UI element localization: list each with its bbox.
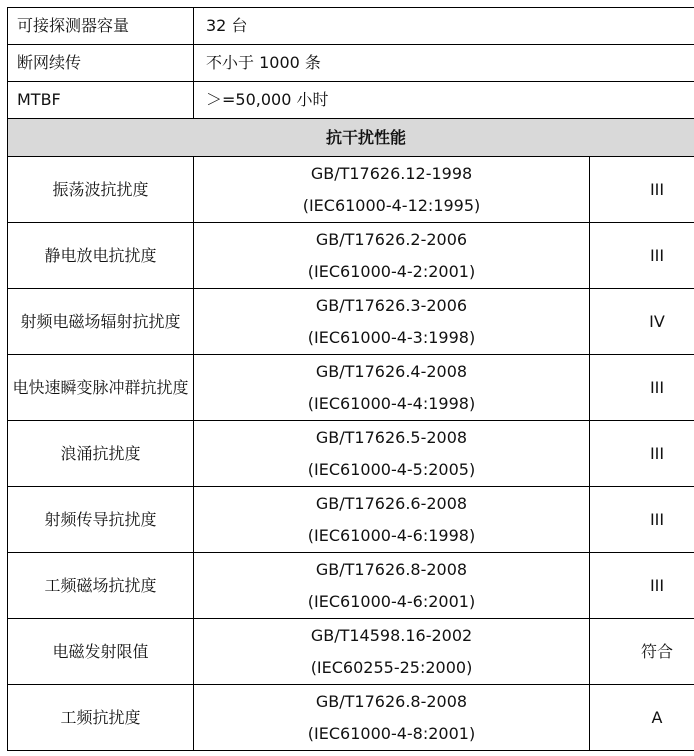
standard-iec: (IEC61000-4-6:2001) xyxy=(307,591,476,611)
standard-gb: GB/T17626.3-2006 xyxy=(315,295,468,315)
standard-gb: GB/T17626.8-2008 xyxy=(315,559,468,579)
test-standard xyxy=(194,487,590,553)
test-standard xyxy=(194,355,590,421)
standard-gb: GB/T17626.8-2008 xyxy=(315,691,468,711)
test-level: 符合 xyxy=(590,619,694,685)
spec-value: 不小于 1000 条 xyxy=(194,45,694,82)
standard-gb: GB/T14598.16-2002 xyxy=(310,625,473,645)
table-row xyxy=(8,685,694,751)
test-standard xyxy=(194,157,590,223)
table-row xyxy=(8,289,694,355)
spec-value: ＞=50,000 小时 xyxy=(194,82,694,119)
test-standard xyxy=(194,685,590,751)
test-name: 电磁发射限值 xyxy=(8,619,194,685)
standard-iec: (IEC61000-4-6:1998) xyxy=(307,525,476,545)
standard-gb: GB/T17626.12-1998 xyxy=(310,163,473,183)
test-level: III xyxy=(590,157,694,223)
spec-table xyxy=(7,7,694,751)
test-name: 振荡波抗扰度 xyxy=(8,157,194,223)
table-row xyxy=(8,487,694,553)
table-row xyxy=(8,355,694,421)
test-standard xyxy=(194,289,590,355)
spec-label: 可接探测器容量 xyxy=(8,8,194,45)
standard-gb: GB/T17626.6-2008 xyxy=(315,493,468,513)
test-name: 电快速瞬变脉冲群抗扰度 xyxy=(8,355,194,421)
test-level: IV xyxy=(590,289,694,355)
test-level: III xyxy=(590,421,694,487)
section-title: 抗干扰性能 xyxy=(8,119,694,157)
standard-iec: (IEC61000-4-3:1998) xyxy=(307,327,476,347)
test-level: III xyxy=(590,553,694,619)
table-row xyxy=(8,223,694,289)
standard-iec: (IEC60255-25:2000) xyxy=(310,657,473,677)
test-level: III xyxy=(590,223,694,289)
spec-row-detector-capacity xyxy=(8,8,694,45)
spec-label: MTBF xyxy=(8,82,194,119)
standard-gb: GB/T17626.5-2008 xyxy=(315,427,468,447)
standard-gb: GB/T17626.4-2008 xyxy=(315,361,468,381)
test-level: III xyxy=(590,355,694,421)
standard-iec: (IEC61000-4-8:2001) xyxy=(307,723,476,743)
table-row xyxy=(8,553,694,619)
test-standard xyxy=(194,421,590,487)
spec-row-offline-resume xyxy=(8,45,694,82)
test-name: 静电放电抗扰度 xyxy=(8,223,194,289)
standard-iec: (IEC61000-4-5:2005) xyxy=(307,459,476,479)
table-row xyxy=(8,421,694,487)
test-name: 浪涌抗扰度 xyxy=(8,421,194,487)
standard-iec: (IEC61000-4-12:1995) xyxy=(302,195,481,215)
standard-gb: GB/T17626.2-2006 xyxy=(315,229,468,249)
spec-label: 断网续传 xyxy=(8,45,194,82)
standard-iec: (IEC61000-4-2:2001) xyxy=(307,261,476,281)
test-name: 工频抗扰度 xyxy=(8,685,194,751)
table-row xyxy=(8,157,694,223)
test-standard xyxy=(194,619,590,685)
standard-iec: (IEC61000-4-4:1998) xyxy=(307,393,476,413)
test-standard xyxy=(194,553,590,619)
test-name: 工频磁场抗扰度 xyxy=(8,553,194,619)
spec-row-mtbf xyxy=(8,82,694,119)
test-level: III xyxy=(590,487,694,553)
test-name: 射频电磁场辐射抗扰度 xyxy=(8,289,194,355)
test-name: 射频传导抗扰度 xyxy=(8,487,194,553)
table-row xyxy=(8,619,694,685)
test-level: A xyxy=(590,685,694,751)
test-standard xyxy=(194,223,590,289)
section-header-row xyxy=(8,119,694,157)
spec-value: 32 台 xyxy=(194,8,694,45)
